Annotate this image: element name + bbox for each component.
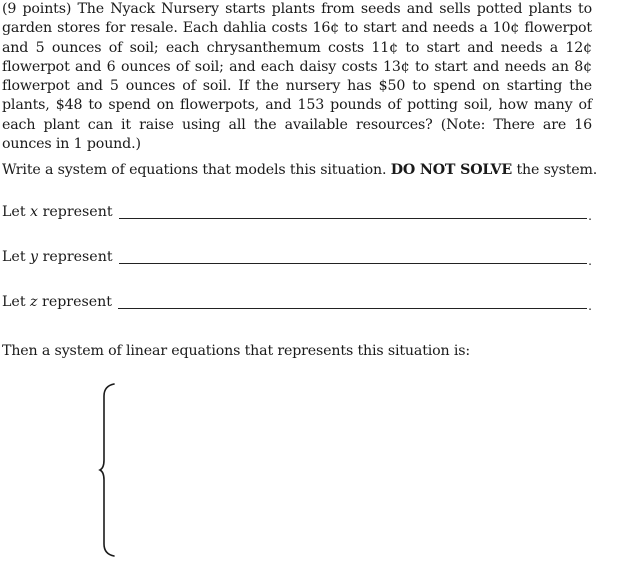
variable-x-answer-line[interactable] <box>119 218 588 219</box>
system-intro: Then a system of linear equations that represents this situation is: <box>2 343 471 359</box>
variable-z-answer-line[interactable] <box>118 308 587 309</box>
points-label: (9 points) <box>2 1 72 17</box>
instruction-emphasis: DO NOT SOLVE <box>390 162 513 178</box>
worksheet-page <box>2 0 598 359</box>
variable-x-label: Let x represent <box>2 204 113 220</box>
variable-x-row: Let x represent . <box>2 204 592 223</box>
left-brace-icon <box>98 382 122 558</box>
variable-y-label: Let y represent <box>2 249 113 265</box>
variable-z-row: Let z represent . <box>2 294 592 313</box>
instruction-text-end: the system. <box>516 162 598 178</box>
problem-text: The Nyack Nursery starts plants from seeds and sells potted plants to garden stores for resale. Each dahlia costs 16¢ to start and needs a 10¢ flowerpot and 5 ounces of soil; each chrysanthemum costs 11¢ to start and needs a 12¢ flowerpot and 6 ounces of soil; and each daisy costs 13¢ to start and needs an 8¢ flowerpot and 5 ounces of soil. If the nursery has $50 to spend on starting the plants, $48 to spend on flowerpots, and 153 pounds of potting soil, how many of each plant can it raise using all the available resources? (Note: There are 16 ounces in 1 pound.) <box>2 1 592 153</box>
variable-z-label: Let z represent <box>2 294 113 310</box>
instruction-line <box>2 161 598 180</box>
variable-y-row: Let y represent . <box>2 249 592 268</box>
problem-statement <box>2 0 592 154</box>
variable-y-answer-line[interactable] <box>119 263 588 264</box>
instruction-text: Write a system of equations that models this situation. <box>2 162 387 178</box>
